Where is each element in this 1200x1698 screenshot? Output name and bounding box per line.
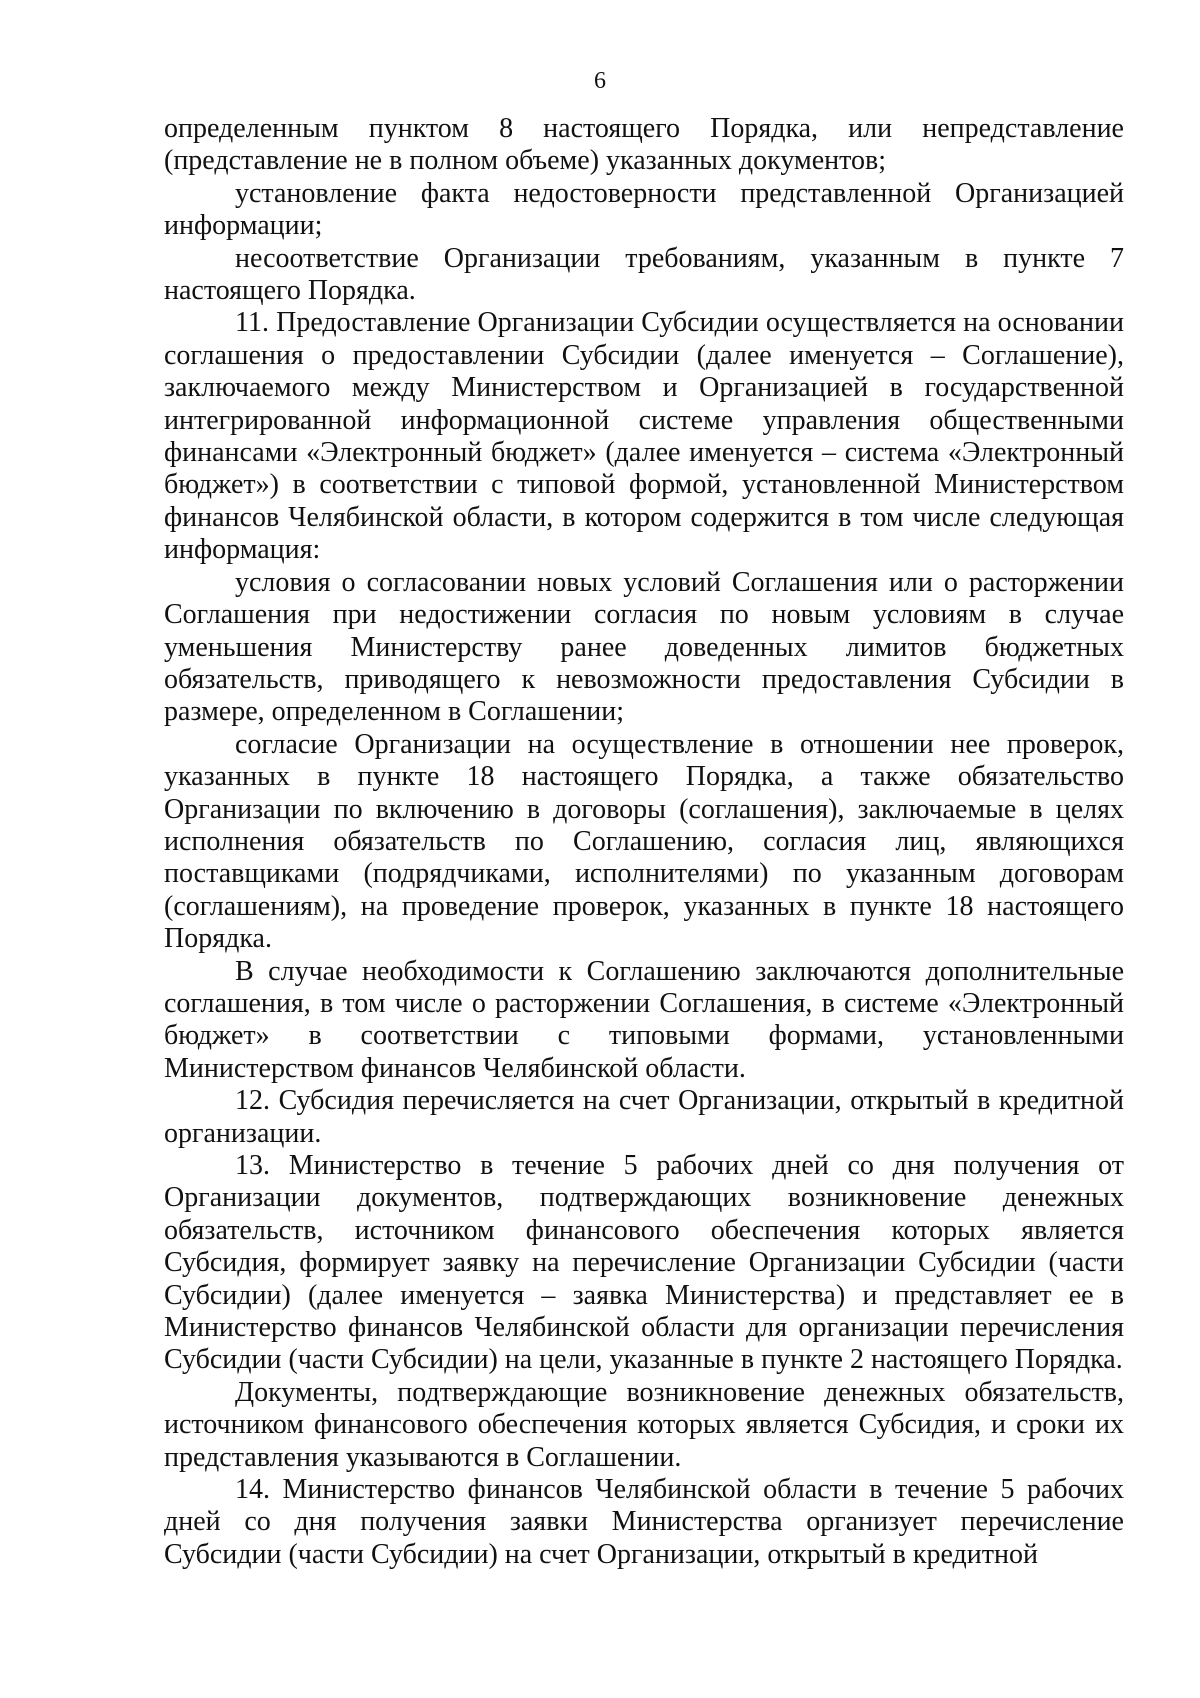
paragraph-continuation: определенным пунктом 8 настоящего Порядка, или непредставление (представление не в полном объеме) указанных документов; xyxy=(164,113,1124,177)
paragraph-agreement-conditions: условия о согласовании новых условий Соглашения или о расторжении Соглашения при недостижении согласия по новым условиям в случае уменьшения Министерству ранее доведенных лимитов бюджетных обязательств, приводящего к невозможности предоставления Субсидии в размере, определенном в Соглашении; xyxy=(164,566,1124,728)
document-body xyxy=(164,113,1124,1571)
paragraph-additional-agreements: В случае необходимости к Соглашению заключаются дополнительные соглашения, в том числе о расторжении Соглашения, в системе «Электронный бюджет» в соответствии с типовыми формами, установленными Министерством финансов Челябинской области. xyxy=(164,955,1124,1084)
paragraph-clause-11: 11. Предоставление Организации Субсидии осуществляется на основании соглашения о предоставлении Субсидии (далее именуется – Соглашение), заключаемого между Министерством и Организацией в государственной интегрированной информационной системе управления общественными финансами «Электронный бюджет» (далее именуется – система «Электронный бюджет») в соответствии с типовой формой, установленной Министерством финансов Челябинской области, в котором содержится в том числе следующая информация: xyxy=(164,307,1124,566)
paragraph-inspection-consent: согласие Организации на осуществление в отношении нее проверок, указанных в пункте 18 настоящего Порядка, а также обязательство Организации по включению в договоры (соглашения), заключаемые в целях исполнения обязательств по Соглашению, согласия лиц, являющихся поставщиками (подрядчиками, исполнителями) по указанным договорам (соглашениям), на проведение проверок, указанных в пункте 18 настоящего Порядка. xyxy=(164,728,1124,955)
paragraph-clause-12: 12. Субсидия перечисляется на счет Организации, открытый в кредитной организации. xyxy=(164,1085,1124,1149)
paragraph-noncompliance: несоответствие Организации требованиям, указанным в пункте 7 настоящего Порядка. xyxy=(164,242,1124,307)
paragraph-supporting-documents: Документы, подтверждающие возникновение денежных обязательств, источником финансового обеспечения которых является Субсидия, и сроки их представления указываются в Соглашении. xyxy=(164,1376,1124,1473)
page-number: 6 xyxy=(594,68,606,94)
paragraph-clause-13: 13. Министерство в течение 5 рабочих дней со дня получения от Организации документов, подтверждающих возникновение денежных обязательств, источником финансового обеспечения которых является Субсидия, формирует заявку на перечисление Организации Субсидии (части Субсидии) (далее именуется – заявка Министерства) и представляет ее в Министерство финансов Челябинской области для организации перечисления Субсидии (части Субсидии) на цели, указанные в пункте 2 настоящего Порядка. xyxy=(164,1150,1124,1376)
paragraph-unreliable-info: установление факта недостоверности представленной Организацией информации; xyxy=(164,177,1124,242)
paragraph-clause-14: 14. Министерство финансов Челябинской области в течение 5 рабочих дней со дня получения заявки Министерства организует перечисление Субсидии (части Субсидии) на счет Организации, открытый в кредитной xyxy=(164,1474,1124,1570)
